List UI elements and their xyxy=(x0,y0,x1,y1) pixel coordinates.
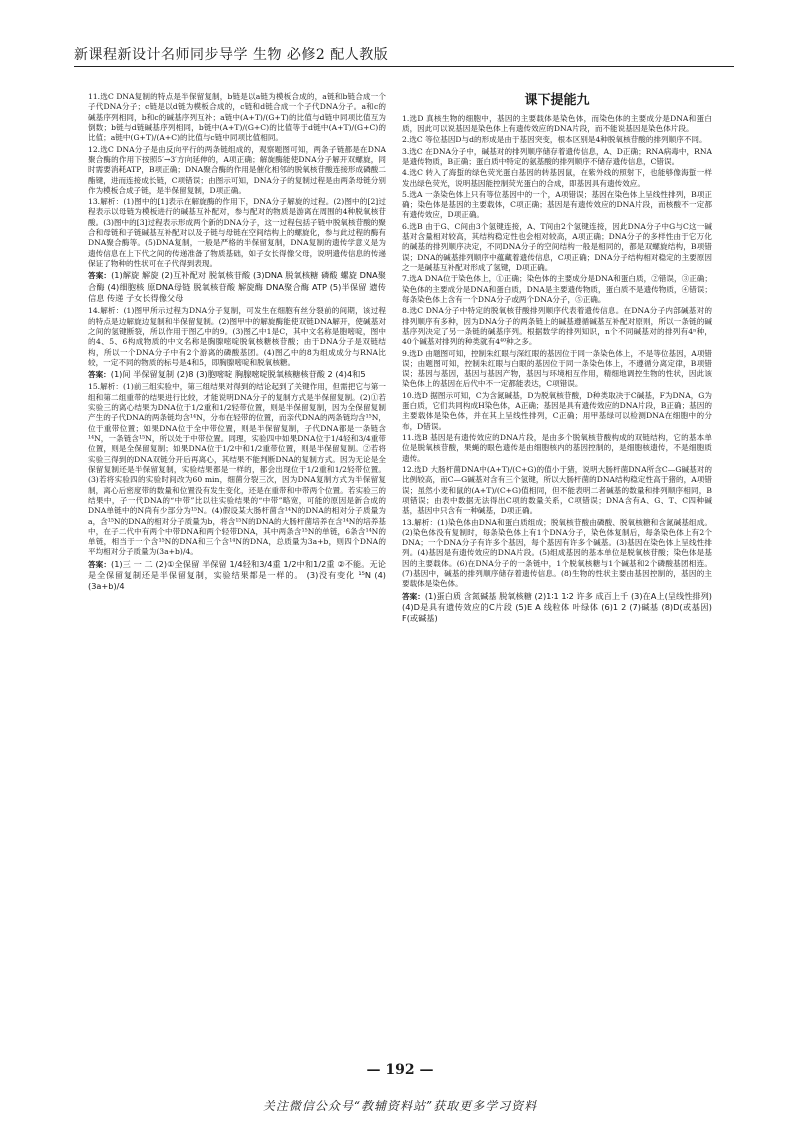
answer-text: (1)解旋 解旋 (2)互补配对 脱氧核苷酸 (3)DNA 脱氧核糖 磷酸 螺旋 DNA聚合酶 (4)细胞核 原DNA母链 脱氧核苷酸 解旋酶 DNA聚合酶 ATP (5)半保留 遗传信息 传递 子女长得像父母 xyxy=(88,270,386,303)
explanation-paragraph: 12.选D 大肠杆菌DNA中(A+T)/(C+G)的值小于猪，说明大肠杆菌DNA所含C—G碱基对的比例较高，而C—G碱基对含有三个氢键，所以大肠杆菌的DNA结构稳定性高于猪的，A项错误；虽然小麦和鼠的(A+T)/(C+G)值相同，但不能表明二者碱基的数量和排列顺序相同，B项错误；由表中数据无法得出C项的数量关系，C项错误；DNA含有A、G、T、C四种碱基，基因中只含有一种碱基，D项正确。 xyxy=(402,464,712,516)
explanation-paragraph: 13.解析：(1)图中的[1]表示在解旋酶的作用下，DNA分子解旋的过程。(2)图中的[2]过程表示以母链为模板进行的碱基互补配对，参与配对的物质是游离在周围的4种脱氧核苷酸。(3)图中的[3]过程表示形成两个新的DNA分子，这一过程包括子链中脱氧核苷酸的聚合和母链和子链碱基互补配对以及子链与母链在空间结构上的螺旋化，参与此过程的酶有DNA聚合酶等。(5)DNA复制，一般是严格的半保留复制，DNA复制的遗传学意义是为遗传信息在上下代之间的传递准备了物质基础，如子女长得像父母，说明遗传信息的传递保证了物种的性状可在子代得到表现。 xyxy=(88,197,386,268)
explanation-paragraph: 1.选D 真核生物的细胞中，基因的主要载体是染色体，而染色体的主要成分是DNA和蛋白质，因此可以说基因是染色体上有遗传效应的DNA片段，而不能说基因是染色体片段。 xyxy=(402,113,712,133)
explanation-paragraph: 13.解析：(1)染色体由DNA和蛋白质组成；脱氧核苷酸由磷酸、脱氧核糖和含氮碱基组成。(2)染色体没有复制时，每条染色体上有1个DNA分子，染色体复制后，每条染色体上有2个DNA；一个DNA分子有许多个基因，每个基因有许多个碱基。(3)基因在染色体上呈线性排列。(4)基因是有遗传效应的DNA片段。(5)组成基因的基本单位是脱氧核苷酸；染色体是基因的主要载体。(6)在DNA分子的一条链中，1个脱氧核糖与1个碱基和2个磷酸基团相连。(7)基因中，碱基的排列顺序储存着遗传信息。(8)生物的性状主要由基因控制的，基因的主要载体是染色体。 xyxy=(402,517,712,589)
page-number: — 192 — xyxy=(366,1062,434,1078)
section-title: 课下提能九 xyxy=(524,93,590,108)
explanation-paragraph: 14.解析：(1)图甲所示过程为DNA分子复制，可发生在细胞有丝分裂前的间期，该过程的特点是边解旋边复制和半保留复制。(2)图甲中的解旋酶能使双链DNA解开，使碱基对之间的氢键断裂，所以作用于图乙中的9。(3)图乙中1是C，其中文名称是胞嘧啶，图中的4、5、6构成物质的中文名称是胸腺嘧啶脱氧核糖核苷酸；由于DNA分子是双链结构，所以一个DNA分子中有2个游离的磷酸基团。(4)图乙中的8为组成成分与RNA比较，一定不同的物质的标号是4和5，即胸腺嘧啶和脱氧核糖。 xyxy=(88,306,386,367)
explanation-paragraph: 9.选D 由题图可知，控制朱红眼与深红眼的基因位于同一条染色体上，不是等位基因，A项错误；由题图可知，控制朱红眼与白眼的基因位于同一条染色体上，不遵循分离定律，B项错误；基因与基因，基因与基因产物，基因与环境相互作用，精细地调控生物的性状，因此该染色体上的基因在后代中不一定都能表达，C项错误。 xyxy=(402,348,712,389)
explanation-paragraph: 11.选B 基因是有遗传效应的DNA片段，是由多个脱氧核苷酸构成的双链结构，它的基本单位是脱氧核苷酸，果蝇的眼色遗传是由细胞核内的基因控制的，是细胞核遗传，不是细胞质遗传。 xyxy=(402,433,712,463)
answer-block xyxy=(88,369,386,380)
header-rule xyxy=(74,66,734,67)
answer-block xyxy=(88,559,386,593)
explanation-paragraph: 4.选C 转入了海蜇的绿色荧光蛋白基因的转基因鼠，在紫外线的照射下，也能够像海蜇一样发出绿色荧光，说明基因能控制荧光蛋白的合成，即基因具有遗传效应。 xyxy=(402,168,712,188)
answer-text: (1)蛋白质 含氮碱基 脱氧核糖 (2)1∶1 1∶2 许多 成百上千 (3)在A上(呈线性排列) (4)D是具有遗传效应的C片段 (5)E A 线粒体 叶绿体 (6)1 2 (7)碱基 (8)D(或基因) F(或碱基) xyxy=(402,590,712,624)
answer-text: (1)三 一 二 (2)①全保留 半保留 1/4轻和3/4重 1/2中和1/2重 ②不能。无论是全保留复制还是半保留复制，实验结果都是一样的。 (3)没有变化 ¹⁵N (4)(3a+b)/4 xyxy=(88,558,386,592)
explanation-paragraph: 5.选A 一条染色体上只有等位基因中的一个，A项错误；基因在染色体上呈线性排列，B项正确；染色体是基因的主要载体，C项正确；基因是有遗传效应的DNA片段，而核酸不一定都有遗传效应，D项正确。 xyxy=(402,189,712,220)
answer-block xyxy=(88,270,386,304)
answer-text: (1)间 半保留复制 (2)8 (3)胞嘧啶 胸腺嘧啶脱氧核糖核苷酸 2 (4)4和5 xyxy=(110,369,366,380)
explanation-paragraph: 7.选A DNA位于染色体上，①正确；染色体的主要成分是DNA和蛋白质，②错误，③正确；染色体的主要成分是DNA和蛋白质，DNA是主要遗传物质，蛋白质不是遗传物质，④错误；每条染色体上含有一个DNA分子或两个DNA分子，⑤正确。 xyxy=(402,274,712,304)
right-column-body xyxy=(402,114,712,625)
answer-label: 答案： xyxy=(402,591,425,601)
answer-block xyxy=(402,591,712,625)
explanation-paragraph: 8.选C DNA分子中特定的脱氧核苷酸排列顺序代表着遗传信息。在DNA分子内部碱基对的排列顺序有多种，因为DNA分子的两条链上的碱基遵循碱基互补配对原则，所以一条链的碱基序列决定了另一条链的碱基序列。根据数学的排列知识，n个不同碱基对的排列有4ⁿ种，40个碱基对排列的种类就有4⁴⁰种之多。 xyxy=(402,306,712,347)
explanation-paragraph: 10.选D 据图示可知，C为含氮碱基，D为脱氧核苷酸，D种类取决于C碱基，F为DNA，G为蛋白质，它们共同构成H染色体，A正确；基因是具有遗传效应的DNA片段，B正确；基因的主要载体是染色体，并在其上呈线性排列，C正确；用甲基绿可以检测DNA在细胞中的分布，D错误。 xyxy=(402,390,712,431)
explanation-paragraph: 12.选C DNA分子是由反向平行的两条链组成的，观察题图可知，两条子链都是在DNA聚合酶的作用下按照5′→3′方向延伸的，A项正确；解旋酶能使DNA分子解开双螺旋，同时需要消耗ATP，B项正确；DNA聚合酶的作用是催化相邻的脱氧核苷酸连接形成磷酸二酯键，进而连接成长链，C项错误；由图示可知，DNA分子的复制过程是由两条母链分别作为模板合成子链，是半保留复制，D项正确。 xyxy=(88,144,386,195)
explanation-paragraph: 3.选C 在DNA分子中，碱基对的排列顺序储存着遗传信息，A、D正确；RNA病毒中，RNA是遗传物质，B正确；蛋白质中特定的氨基酸的排列顺序不储存遗传信息，C错误。 xyxy=(402,146,712,166)
explanation-paragraph: 6.选B 由于G、C间由3个氢键连接，A、T间由2个氢键连接，因此DNA分子中G与C这一碱基对含量相对较高，其结构稳定性也会相对较高，A项正确；DNA分子的多样性由于它万化的碱基的排列顺序决定，不同DNA分子的空间结构一般是相同的，都是双螺旋结构，B项错误；DNA的碱基排列顺序中蕴藏着遗传信息，C项正确；DNA分子结构相对稳定的主要原因之一是碱基互补配对形成了氢键，D项正确。 xyxy=(402,221,712,273)
running-header: 新课程新设计名师同步导学 生物 必修2 配人教版 xyxy=(74,47,389,63)
right-column xyxy=(402,92,712,1082)
answer-label: 答案： xyxy=(88,271,112,281)
explanation-paragraph: 2.选C 等位基因D与d的形成是由于基因突变，根本区别是4种脱氧核苷酸的排列顺序不同。 xyxy=(402,135,707,145)
explanation-paragraph: 15.解析：(1)前三组实验中，第三组结果对得到的结论起到了关键作用，但需把它与第一组和第二组重带的结果进行比较，才能说明DNA分子的复制方式是半保留复制。(2)①若实验三的离心结果为DNA位于1/2重和1/2轻带位置，则是半保留复制，因为全保留复制产生的子代DNA的两条链均含¹⁴N，分布在轻带的位置，而亲代DNA的两条链均含¹⁵N，位于重带位置；如果DNA位于全中带位置，则是半保留复制，子代DNA都是一条链含¹⁴N，一条链含¹⁵N，所以处于中带位置。同理，实验四中如果DNA位于1/4轻和3/4重带位置，则是全保留复制；如果DNA位于1/2中和1/2重带位置，则是半保留复制。②若将实验三得到的DNA双链分开后再离心，其结果不能判断DNA的复制方式。因为无论是全保留复制还是半保留复制，实验结果都是一样的，都会出现位于1/2重和1/2轻带位置。(3)若将实验四的实验时间改为60 min，细菌分裂三次，因为DNA复制方式为半保留复制，离心后密度带的数量和位置没有发生变化，还是在重带和中带两个位置。若实验三的结果中，子一代DNA的“中带”比以往实验结果的“中带”略宽，可能的原因是新合成的DNA单链中的N尚有少部分为¹⁵N。(4)假设某大肠杆菌含¹⁴N的DNA的相对分子质量为a，含¹⁵N的DNA的相对分子质量为b，将含¹⁵N的DNA的大肠杆菌培养在含¹⁴N的培养基中，在子二代中有两个中带DNA和两个轻带DNA，其中两条含¹⁵N的单链，6条含¹⁴N的单链，相当于一个含¹⁵N的DNA和三个含¹⁴N的DNA，总质量为3a+b，则四个DNA的平均相对分子质量为(3a+b)/4。 xyxy=(88,382,386,557)
footer-note: 关注微信公众号“教辅资料站”获取更多学习资料 xyxy=(262,1099,538,1113)
answer-label: 答案： xyxy=(88,370,111,380)
answer-label: 答案： xyxy=(88,559,111,569)
explanation-paragraph: 11.选C DNA复制的特点是半保留复制，b链是以a链为模板合成的，a链和b链合成一个子代DNA分子；c链是以d链为模板合成的，c链和d链合成一个子代DNA分子。a和c的碱基序列相同，b和c的碱基序列互补；a链中(A+T)/(G+T)的比值与d链中同项比值互为倒数；b链与d链碱基序列相同，b链中(A+T)/(G+C)的比值等于d链中(A+T)/(G+C)的比值；a链中(G+T)/(A+C)的比值与c链中同项比值相同。 xyxy=(88,92,386,143)
left-column xyxy=(88,92,386,1082)
